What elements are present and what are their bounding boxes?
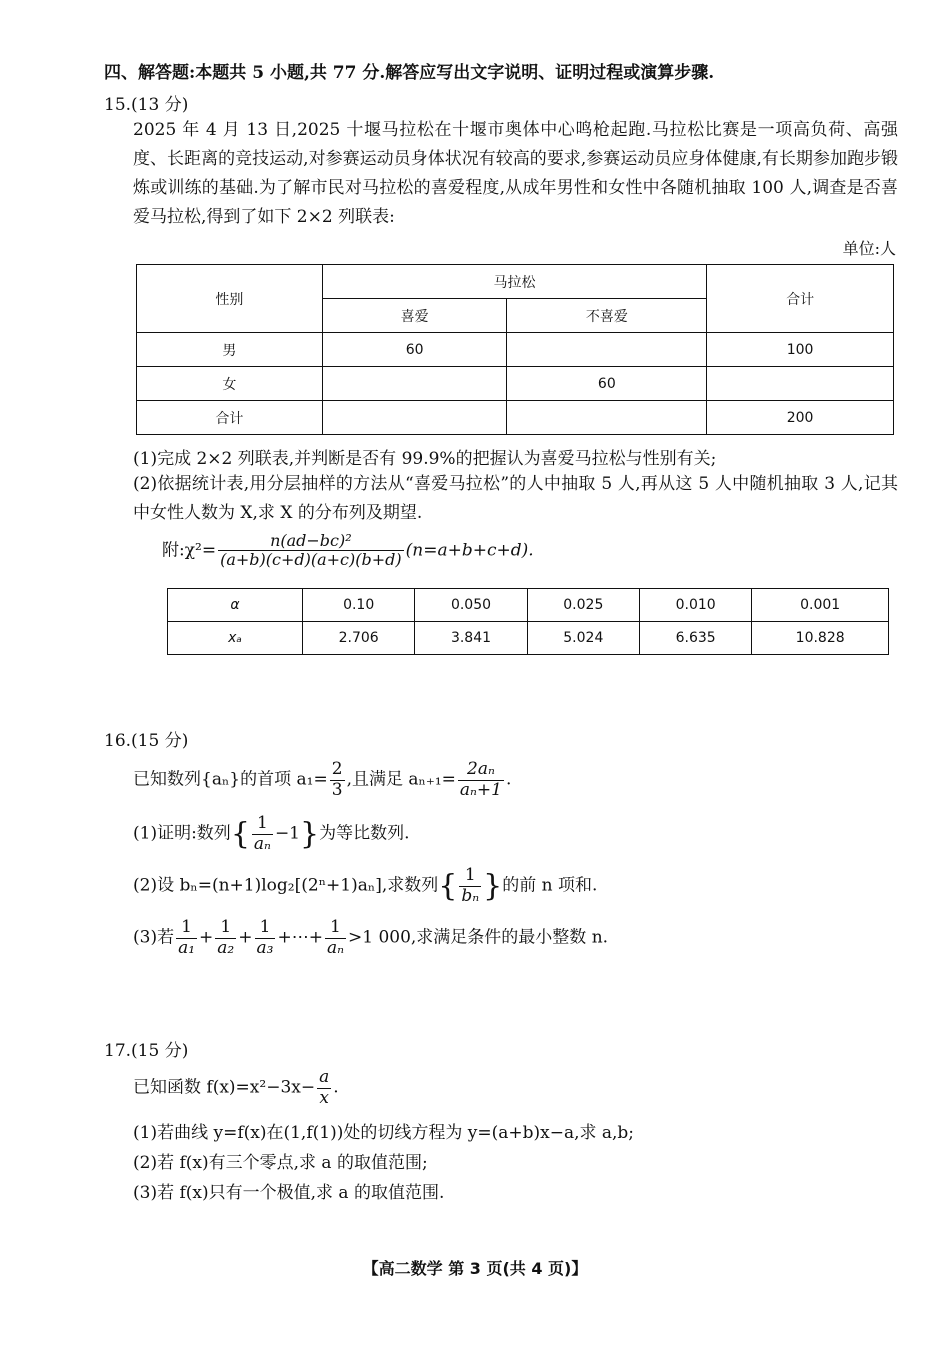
sum-ellipsis: +⋯+	[277, 927, 323, 948]
chi-square-fraction	[218, 532, 404, 570]
frac-numerator: 1	[459, 866, 481, 887]
a1-denominator: 3	[331, 779, 343, 800]
header-gender: 性别	[137, 265, 323, 333]
right-brace: }	[483, 868, 503, 904]
frac-denominator: a₁	[178, 937, 196, 958]
frac-numerator: 1	[325, 918, 346, 939]
cell-like: 60	[322, 333, 507, 367]
x-label: xₐ	[168, 622, 303, 655]
q16-part2-text: 的前 n 项和.	[502, 875, 598, 896]
recurrence-denominator: aₙ+1	[459, 779, 502, 800]
chi-square-formula	[162, 532, 534, 570]
cell-like	[322, 401, 507, 435]
alpha-value: 0.050	[415, 589, 527, 622]
formula-numerator: n(ad−bc)²	[218, 532, 404, 551]
q16-part2-text: (2)设 bₙ=(n+1)log₂[(2ⁿ+1)aₙ],求数列	[133, 875, 439, 896]
appendix-label: 附:χ²=	[162, 540, 217, 561]
left-brace: {	[230, 816, 250, 852]
x-value: 6.635	[639, 622, 751, 655]
q16-part3-text: >1 000,求满足条件的最小整数 n.	[347, 927, 609, 948]
frac-numerator: 1	[215, 918, 236, 939]
q16-number: 16.(15 分)	[104, 731, 189, 751]
q17-intro	[133, 1068, 339, 1108]
q15-unit: 单位:人	[842, 239, 896, 258]
section-header: 四、解答题:本题共 5 小题,共 77 分.解答应写出文字说明、证明过程或演算步骤.	[104, 63, 715, 83]
row-label: 男	[137, 333, 323, 367]
cell-like	[322, 367, 507, 401]
q16-part1	[133, 814, 410, 854]
q15-number: 15.(13 分)	[104, 95, 189, 115]
alpha-label: α	[168, 589, 303, 622]
q16-intro	[133, 760, 511, 800]
frac-denominator: x	[319, 1087, 329, 1108]
x-value: 10.828	[752, 622, 889, 655]
q16-intro-text: ,且满足 aₙ₊₁=	[346, 769, 456, 790]
q16-part3: (3)若 $\frac{1}{\text{a₁}}$ + $\frac{1}{\text{a₂}}$ + $\frac{1}{\text{a₃}}$ +⋯+ $\frac{1}{\text{aₙ}}$ >1 000,求满足条件的最小整数 n.	[133, 917, 609, 958]
q16-part1-text: (1)证明:数列	[133, 823, 231, 844]
q15-text: 2025 年 4 月 13 日,2025 十堰马拉松在十堰市奥体中心鸣枪起跑.马拉松比赛是一项高负荷、高强度、长距离的竞技运动,对参赛运动员身体状况有较高的要求,参赛运动员应身体健康,有长期参加跑步锻炼或训练的基础.为了解市民对马拉松的喜爱程度,从成年男性和女性中各随机抽取 100 人,调查是否喜爱马拉松,得到了如下 2×2 列联表:	[133, 120, 898, 227]
frac-denominator: a₃	[256, 937, 274, 958]
alpha-value: 0.10	[303, 589, 415, 622]
alpha-value: 0.025	[527, 589, 639, 622]
q16-intro-text: .	[506, 769, 512, 790]
q17-part2: (2)若 f(x)有三个零点,求 a 的取值范围;	[133, 1153, 428, 1173]
frac-denominator: aₙ	[253, 833, 271, 854]
header-marathon: 马拉松	[322, 265, 706, 299]
minus-one: −1	[274, 823, 300, 844]
frac-numerator: 1	[176, 918, 197, 939]
cell-dislike: 60	[507, 367, 707, 401]
bn-fraction	[459, 866, 481, 906]
sum-term	[176, 918, 197, 958]
q16-part2	[133, 866, 597, 906]
cell-total: 100	[707, 333, 894, 367]
cell-total: 200	[707, 401, 894, 435]
q17-part1: (1)若曲线 y=f(x)在(1,f(1))处的切线方程为 y=(a+b)x−a,求 a,b;	[133, 1123, 635, 1143]
header-like: 喜爱	[322, 299, 507, 333]
row-label: 女	[137, 367, 323, 401]
cell-dislike	[507, 333, 707, 367]
q17-intro-text: 已知函数 f(x)=x²−3x−	[133, 1077, 316, 1098]
sum-term	[325, 918, 346, 958]
q17-number: 17.(15 分)	[104, 1041, 189, 1061]
row-label: 合计	[137, 401, 323, 435]
header-total: 合计	[707, 265, 894, 333]
q15-part1: (1)完成 2×2 列联表,并判断是否有 99.9%的把握认为喜爱马拉松与性别有关;	[133, 449, 717, 469]
sum-term	[255, 918, 276, 958]
q15-part2: (2)依据统计表,用分层抽样的方法从“喜爱马拉松”的人中抽取 5 人,再从这 5 人中随机抽取 3 人,记其中女性人数为 X,求 X 的分布列及期望.	[133, 474, 898, 523]
x-value: 3.841	[415, 622, 527, 655]
recurrence-fraction	[458, 760, 504, 800]
q16-part3-text: (3)若	[133, 927, 175, 948]
a1-numerator: 2	[331, 759, 343, 779]
header-dislike: 不喜爱	[507, 299, 707, 333]
contingency-table	[136, 264, 894, 435]
frac-numerator: a	[319, 1067, 330, 1087]
reciprocal-fraction	[252, 814, 273, 854]
alpha-value: 0.010	[639, 589, 751, 622]
right-brace: }	[300, 816, 320, 852]
table-row	[137, 367, 894, 401]
a1-fraction	[330, 760, 345, 800]
page-footer: 【高二数学 第 3 页(共 4 页)】	[362, 1259, 588, 1278]
cell-total	[707, 367, 894, 401]
table-row	[137, 333, 894, 367]
x-value: 5.024	[527, 622, 639, 655]
recurrence-numerator: 2aₙ	[458, 760, 504, 781]
reference-table	[167, 588, 889, 655]
alpha-value: 0.001	[752, 589, 889, 622]
left-brace: {	[438, 868, 458, 904]
frac-denominator: bₙ	[461, 885, 480, 906]
frac-denominator: a₂	[217, 937, 235, 958]
table-row	[137, 401, 894, 435]
a-over-x-fraction	[317, 1068, 331, 1108]
q17-part3: (3)若 f(x)只有一个极值,求 a 的取值范围.	[133, 1183, 445, 1203]
q17-intro-text: .	[333, 1077, 339, 1098]
sum-term	[215, 918, 236, 958]
frac-numerator: 1	[255, 918, 276, 939]
frac-denominator: aₙ	[326, 937, 344, 958]
x-value: 2.706	[303, 622, 415, 655]
q16-intro-text: 已知数列{aₙ}的首项 a₁=	[133, 769, 328, 790]
formula-tail: (n=a+b+c+d).	[405, 540, 534, 561]
q16-part1-text: 为等比数列.	[319, 823, 410, 844]
frac-numerator: 1	[252, 814, 273, 835]
formula-denominator: (a+b)(c+d)(a+c)(b+d)	[220, 550, 402, 570]
cell-dislike	[507, 401, 707, 435]
